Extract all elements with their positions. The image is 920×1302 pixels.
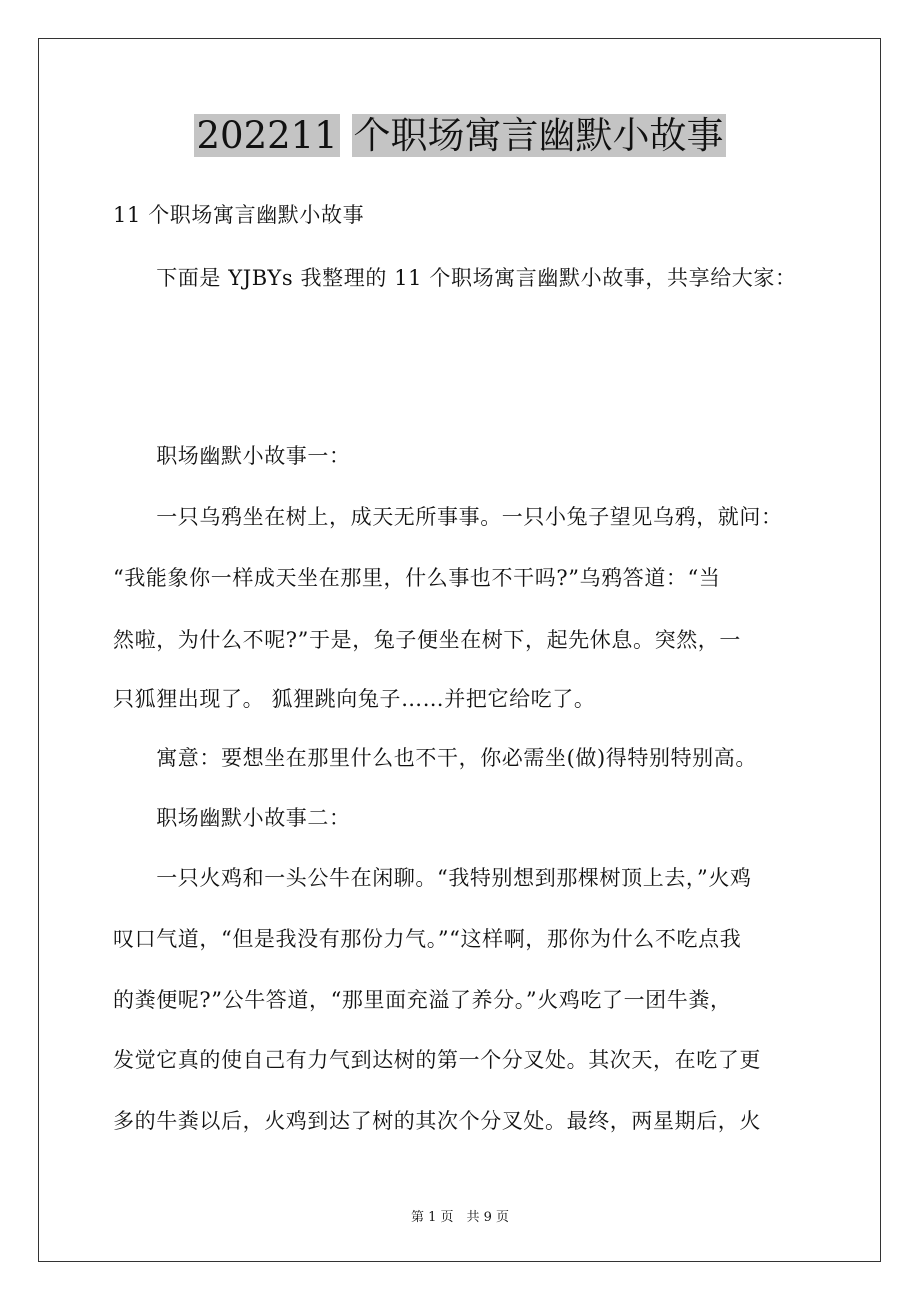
subtitle: 11 个职场寓言幽默小故事 [113, 203, 365, 227]
page-number: 第 1 页 共 9 页 [410, 1210, 510, 1225]
title-year: 202211 [196, 114, 338, 157]
body-line: 只狐狸出现了。 狐狸跳向兔子……并把它给吃了。 [113, 687, 596, 711]
body-line: 然啦，为什么不呢?”于是，兔子便坐在树下，起先休息。突然，一 [113, 628, 741, 652]
body-line: 一只乌鸦坐在树上，成天无所事事。一只小兔子望见乌鸦，就问： [113, 505, 783, 529]
document-title [0, 112, 920, 160]
body-line: 的粪便呢?”公牛答道，“那里面充溢了养分。”火鸡吃了一团牛粪， [113, 988, 732, 1012]
body-line: 叹口气道，“但是我没有那份力气。”“这样啊，那你为什么不吃点我 [113, 927, 742, 951]
body-line: “我能象你一样成天坐在那里，什么事也不干吗?”乌鸦答道：“当 [113, 566, 721, 590]
moral-line: 寓意：要想坐在那里什么也不干，你必需坐(做)得特别特别高。 [113, 746, 757, 770]
body-line: 多的牛粪以后，火鸡到达了树的其次个分叉处。最终，两星期后，火 [113, 1109, 761, 1133]
title-text: 个职场寓言幽默小故事 [353, 114, 724, 157]
body-line: 发觉它真的使自己有力气到达树的第一个分叉处。其次天，在吃了更 [113, 1048, 761, 1072]
intro-paragraph: 下面是 YJBYs 我整理的 11 个职场寓言幽默小故事，共享给大家： [113, 266, 797, 290]
story-heading-1: 职场幽默小故事一： [113, 444, 351, 468]
story-heading-2: 职场幽默小故事二： [113, 806, 351, 830]
body-line: 一只火鸡和一头公牛在闲聊。“我特别想到那棵树顶上去，”火鸡 [113, 866, 752, 890]
